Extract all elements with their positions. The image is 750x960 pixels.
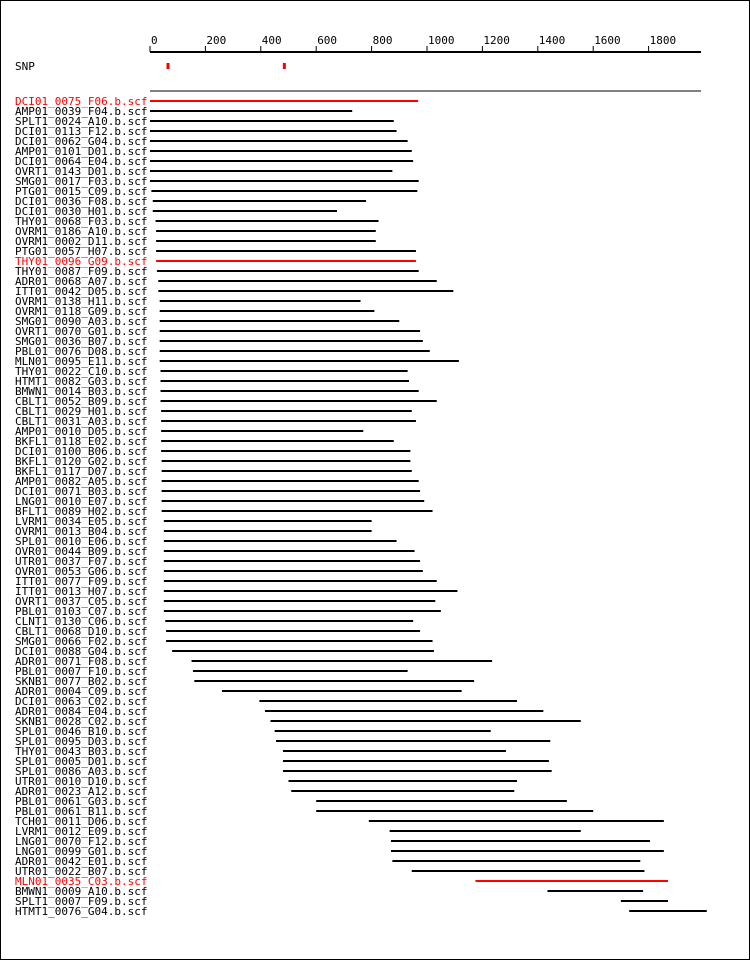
read-name[interactable]: PBL01_0076_D08.b.scf xyxy=(15,345,148,358)
read-name[interactable]: UTR01_0010_D10.b.scf xyxy=(15,775,148,788)
read-name[interactable]: LNG01_0070_F12.b.scf xyxy=(15,835,148,848)
read-name[interactable]: THY01_0068_F03.b.scf xyxy=(15,215,148,228)
read-name[interactable]: OVRM1_0186_A10.b.scf xyxy=(15,225,148,238)
read-name[interactable]: PTG01_0015_C09.b.scf xyxy=(15,185,148,198)
read-name[interactable]: OVRT1_0037_C05.b.scf xyxy=(15,595,148,608)
read-name[interactable]: ITT01_0077_F09.b.scf xyxy=(15,575,148,588)
read-name[interactable]: BKFL1_0120_G02.b.scf xyxy=(15,455,148,468)
read-name[interactable]: THY01_0022_C10.b.scf xyxy=(15,365,148,378)
read-name[interactable]: PBL01_0007_F10.b.scf xyxy=(15,665,148,678)
tick-label: 1600 xyxy=(594,34,621,47)
read-name[interactable]: TCH01_0011_D06.b.scf xyxy=(15,815,148,828)
read-name[interactable]: PBL01_0061_B11.b.scf xyxy=(15,805,148,818)
read-name[interactable]: SKNB1_0028_C02.b.scf xyxy=(15,715,148,728)
read-name[interactable]: OVRM1_0002_D11.b.scf xyxy=(15,235,148,248)
tick-label: 0 xyxy=(151,34,158,47)
read-row xyxy=(15,905,707,918)
read-name[interactable]: DCI01_0062_G04.b.scf xyxy=(15,135,148,148)
read-name[interactable]: SPLT1_0024_A10.b.scf xyxy=(15,115,148,128)
read-name[interactable]: DCI01_0071_B03.b.scf xyxy=(15,485,148,498)
read-name[interactable]: OVR01_0044_B09.b.scf xyxy=(15,545,148,558)
read-name[interactable]: DCI01_0100_B06.b.scf xyxy=(15,445,148,458)
tick-label: 800 xyxy=(372,34,393,47)
read-name[interactable]: ADR01_0023_A12.b.scf xyxy=(15,785,148,798)
read-name[interactable]: SKNB1_0077_B02.b.scf xyxy=(15,675,148,688)
tick-label: 1400 xyxy=(538,34,566,47)
snp-marker xyxy=(167,63,170,69)
read-name[interactable]: UTR01_0022_B07.b.scf xyxy=(15,865,148,878)
snp-marker xyxy=(283,63,286,69)
snp-track-label: SNP xyxy=(15,60,35,73)
read-name[interactable]: DCI01_0088_G04.b.scf xyxy=(15,645,148,658)
tick-label: 1000 xyxy=(428,34,455,47)
read-name[interactable]: THY01_0096_G09.b.scf xyxy=(15,255,148,268)
read-name[interactable]: SPL01_0046_B10.b.scf xyxy=(15,725,148,738)
read-name[interactable]: SMG01_0017_F03.b.scf xyxy=(15,175,148,188)
read-name[interactable]: CBLT1_0052_B09.b.scf xyxy=(15,395,148,408)
read-name[interactable]: BFLT1_0089_H02.b.scf xyxy=(15,505,148,518)
read-name[interactable]: DCI01_0064_E04.b.scf xyxy=(15,155,148,168)
read-name[interactable]: SMG01_0066_F02.b.scf xyxy=(15,635,148,648)
read-name[interactable]: SMG01_0036_B07.b.scf xyxy=(15,335,148,348)
read-name[interactable]: THY01_0043_B03.b.scf xyxy=(15,745,148,758)
read-name[interactable]: OVRT1_0143_D01.b.scf xyxy=(15,165,148,178)
read-name[interactable]: PBL01_0061_G03.b.scf xyxy=(15,795,148,808)
tick-label: 400 xyxy=(261,34,282,47)
read-name[interactable]: HTMT1_0076_G04.b.scf xyxy=(15,905,148,918)
read-name[interactable]: AMP01_0101_D01.b.scf xyxy=(15,145,148,158)
read-name[interactable]: OVRT1_0070_G01.b.scf xyxy=(15,325,148,338)
tick-label: 200 xyxy=(206,34,227,47)
read-name[interactable]: MLN01_0035_C03.b.scf xyxy=(15,875,148,888)
read-name[interactable]: ADR01_0042_E01.b.scf xyxy=(15,855,148,868)
read-name[interactable]: DCI01_0075_F06.b.scf xyxy=(15,95,148,108)
tick-label: 1200 xyxy=(483,34,510,47)
read-name[interactable]: DCI01_0063_C02.b.scf xyxy=(15,695,148,708)
read-name[interactable]: LNG01_0099_G01.b.scf xyxy=(15,845,148,858)
read-name[interactable]: BMWN1_0014_B03.b.scf xyxy=(15,385,148,398)
read-name[interactable]: OVRM1_0013_B04.b.scf xyxy=(15,525,148,538)
read-name[interactable]: OVRM1_0138_H11.b.scf xyxy=(15,295,148,308)
read-name[interactable]: CBLT1_0029_H01.b.scf xyxy=(15,405,148,418)
read-name[interactable]: SPL01_0010_E06.b.scf xyxy=(15,535,148,548)
tick-label: 1800 xyxy=(649,34,677,47)
read-list xyxy=(15,95,707,918)
read-name[interactable]: LNG01_0010_E07.b.scf xyxy=(15,495,148,508)
read-name[interactable]: BKFL1_0117_D07.b.scf xyxy=(15,465,148,478)
read-name[interactable]: LVRM1_0034_E05.b.scf xyxy=(15,515,148,528)
read-name[interactable]: BKFL1_0118_E02.b.scf xyxy=(15,435,148,448)
read-name[interactable]: SPL01_0005_D01.b.scf xyxy=(15,755,148,768)
read-name[interactable]: LVRM1_0012_E09.b.scf xyxy=(15,825,148,838)
read-name[interactable]: HTMT1_0082_G03.b.scf xyxy=(15,375,148,388)
tick-label: 600 xyxy=(317,34,338,47)
read-name[interactable]: AMP01_0039_F04.b.scf xyxy=(15,105,148,118)
read-name[interactable]: BMWN1_0009_A10.b.scf xyxy=(15,885,148,898)
read-name[interactable]: SMG01_0090_A03.b.scf xyxy=(15,315,148,328)
read-name[interactable]: DCI01_0036_F08.b.scf xyxy=(15,195,148,208)
read-name[interactable]: PTG01_0057_H07.b.scf xyxy=(15,245,148,258)
read-name[interactable]: AMP01_0082_A05.b.scf xyxy=(15,475,148,488)
read-name[interactable]: MLN01_0095_E11.b.scf xyxy=(15,355,148,368)
read-name[interactable]: UTR01_0037_F07.b.scf xyxy=(15,555,148,568)
read-name[interactable]: DCI01_0113_F12.b.scf xyxy=(15,125,148,138)
read-name[interactable]: THY01_0087_F09.b.scf xyxy=(15,265,148,278)
read-name[interactable]: AMP01_0010_D05.b.scf xyxy=(15,425,148,438)
read-name[interactable]: PBL01_0103_C07.b.scf xyxy=(15,605,148,618)
read-name[interactable]: CBLT1_0068_D10.b.scf xyxy=(15,625,148,638)
read-name[interactable]: CLNT1_0130_C06.b.scf xyxy=(15,615,148,628)
read-name[interactable]: SPL01_0086_A03.b.scf xyxy=(15,765,148,778)
read-name[interactable]: DCI01_0030_H01.b.scf xyxy=(15,205,148,218)
scale-ticks xyxy=(150,34,676,52)
alignment-diagram xyxy=(1,1,749,959)
read-name[interactable]: ITT01_0013_H07.b.scf xyxy=(15,585,148,598)
read-name[interactable]: ADR01_0084_E04.b.scf xyxy=(15,705,148,718)
read-name[interactable]: ITT01_0042_D05.b.scf xyxy=(15,285,148,298)
read-name[interactable]: CBLT1_0031_A03.b.scf xyxy=(15,415,148,428)
read-name[interactable]: OVR01_0053_G06.b.scf xyxy=(15,565,148,578)
read-name[interactable]: ADR01_0068_A07.b.scf xyxy=(15,275,148,288)
read-name[interactable]: SPLT1_0007_F09.b.scf xyxy=(15,895,148,908)
read-name[interactable]: ADR01_0004_C09.b.scf xyxy=(15,685,148,698)
read-name[interactable]: OVRM1_0118_G09.b.scf xyxy=(15,305,148,318)
snp-markers xyxy=(167,63,286,69)
read-name[interactable]: ADR01_0071_F08.b.scf xyxy=(15,655,148,668)
read-name[interactable]: SPL01_0095_D03.b.scf xyxy=(15,735,148,748)
